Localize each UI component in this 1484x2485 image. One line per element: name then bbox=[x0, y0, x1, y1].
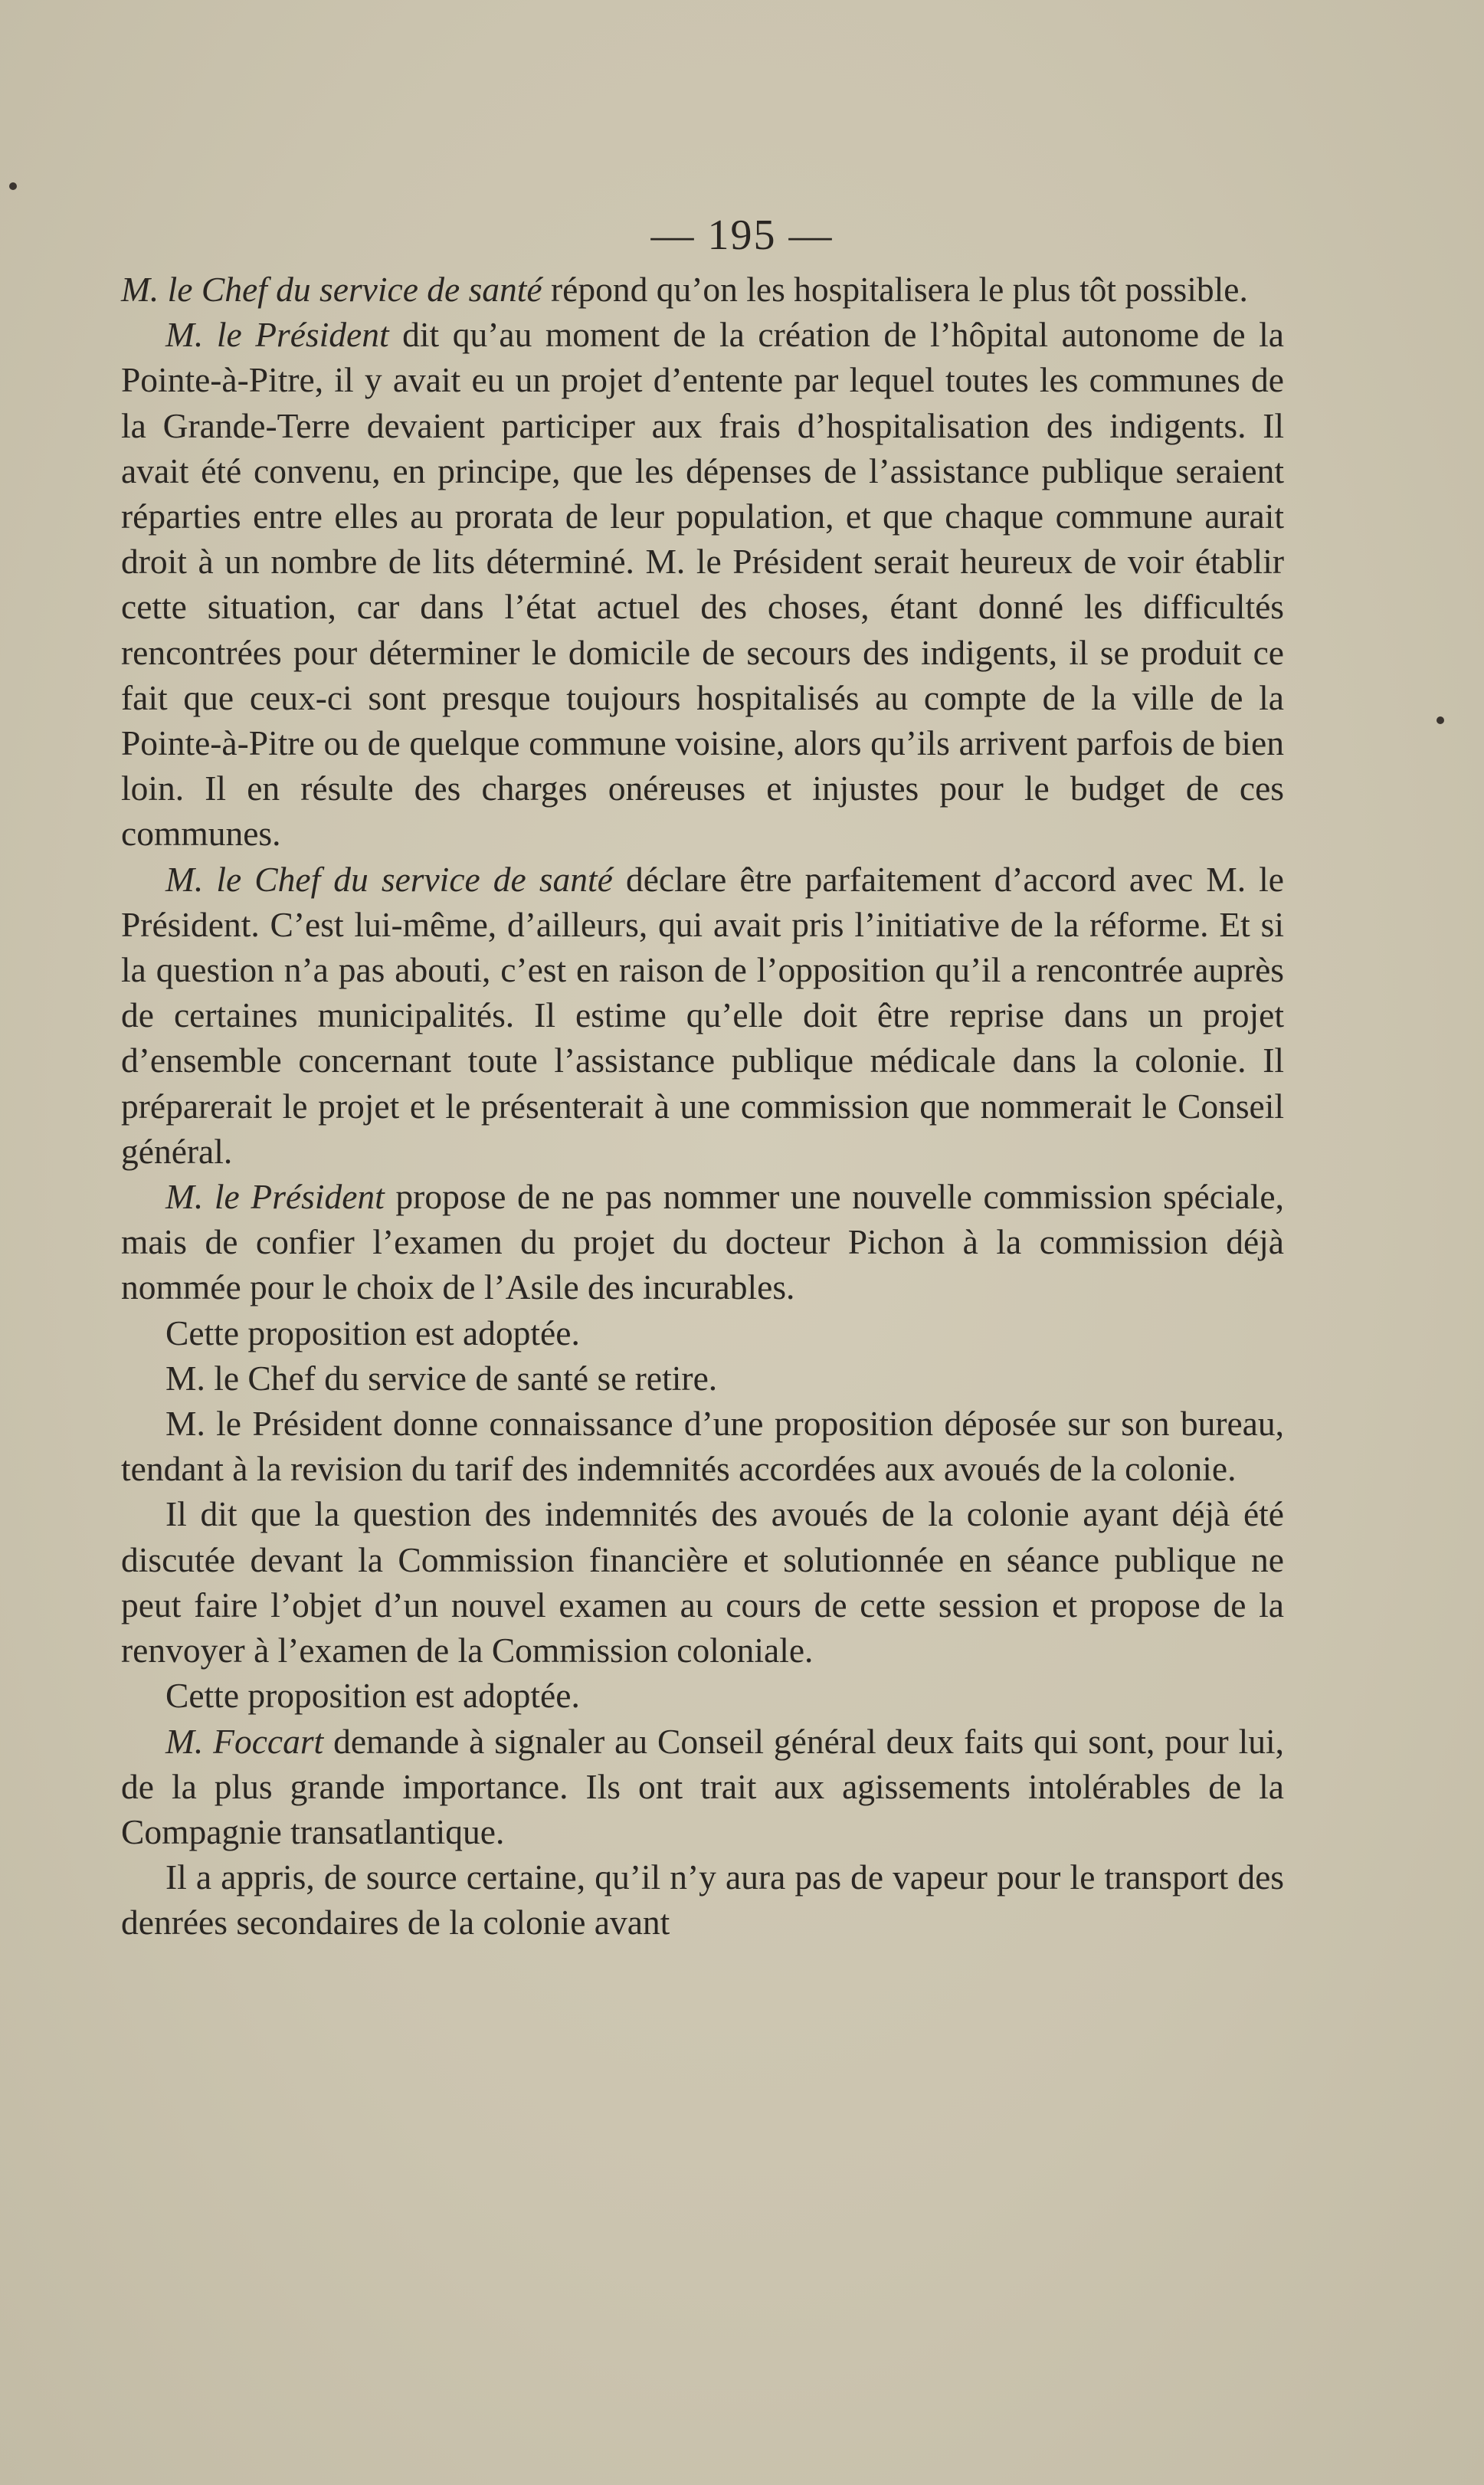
paragraph bbox=[121, 1401, 1284, 1491]
paragraph-text: Cette proposition est adoptée. bbox=[165, 1313, 580, 1352]
paragraph bbox=[121, 857, 1284, 1174]
paragraph-text: Il a appris, de source certaine, qu’il n’y aura pas de vapeur pour le transport des denrées secondaires de la colonie avant bbox=[121, 1857, 1284, 1942]
paragraph-text: Il dit que la question des indemnités des avoués de la colonie ayant déjà été discutée devant la Commission financière et solutionnée en séance publique ne peut faire l’objet d’un nouvel examen au cours de cette session et propose de la renvoyer à l’examen de la Commission coloniale. bbox=[121, 1494, 1284, 1670]
paragraph-text: répond qu’on les hospitalisera le plus tôt possible. bbox=[542, 270, 1248, 309]
paragraph-text: M. le Président donne connaissance d’une proposition déposée sur son bureau, tendant à la revision du tarif des indemnités accordées aux avoués de la colonie. bbox=[121, 1404, 1284, 1489]
body-text bbox=[121, 267, 1284, 1946]
paragraph bbox=[121, 1854, 1284, 1945]
speaker-name: M. le Chef du service de santé bbox=[165, 859, 613, 899]
paragraph bbox=[121, 1719, 1284, 1855]
paragraph bbox=[121, 1491, 1284, 1673]
paragraph-text: propose de ne pas nommer une nouvelle commission spéciale, mais de confier l’examen du projet du docteur Pichon à la commission déjà nommée pour le choix de l’Asile des incurables. bbox=[121, 1177, 1284, 1307]
paragraph bbox=[121, 1174, 1284, 1310]
paragraph-text: M. le Chef du service de santé se retire. bbox=[165, 1358, 718, 1398]
speaker-name: M. Foccart bbox=[165, 1721, 324, 1761]
paragraph bbox=[121, 312, 1284, 856]
speaker-name: M. le Président bbox=[165, 315, 389, 355]
page-number: — 195 — bbox=[650, 211, 834, 259]
paragraph-text: demande à signaler au Conseil général deux faits qui sont, pour lui, de la plus grande importance. Ils ont trait aux agissements intolérables de la Compagnie transatlantique. bbox=[121, 1721, 1284, 1851]
paragraph bbox=[121, 1673, 1284, 1718]
paragraph bbox=[121, 1356, 1284, 1401]
paragraph bbox=[121, 267, 1284, 312]
paragraph bbox=[121, 1310, 1284, 1356]
paragraph-text: dit qu’au moment de la création de l’hôpital autonome de la Pointe-à-Pitre, il y avait eu un projet d’entente par lequel toutes les communes de la Grande-Terre devaient participer aux frais d’hospitalisation des indigents. Il avait été convenu, en principe, que les dépenses de l’assistance publique seraient réparties entre elles au prorata de leur population, et que chaque commune aurait droit à un nombre de lits déterminé. M. le Président serait heureux de voir établir cette situation, car dans l’état actuel des choses, étant donné les difficultés rencontrées pour déterminer le domicile de secours des indigents, il se produit ce fait que ceux-ci sont presque toujours hospitalisés au compte de la ville de la Pointe-à-Pitre ou de quelque commune voisine, alors qu’ils arrivent parfois de bien loin. Il en résulte des charges onéreuses et injustes pour le budget de ces communes. bbox=[121, 315, 1284, 854]
paragraph-text: Cette proposition est adoptée. bbox=[165, 1676, 580, 1716]
paper-speck bbox=[1436, 716, 1444, 724]
paper-speck bbox=[9, 182, 17, 190]
paragraph-text: déclare être parfaitement d’accord avec M. le Président. C’est lui-même, d’ailleurs, qui avait pris l’initiative de la réforme. Et si la question n’a pas abouti, c’est en raison de l’opposition qu’il a rencontrée auprès de certaines municipalités. Il estime qu’elle doit être reprise dans un projet d’ensemble concernant toute l’assistance publique médicale dans la colonie. Il préparerait le projet et le présenterait à une commission que nommerait le Conseil général. bbox=[121, 859, 1284, 1171]
speaker-name: M. le Président bbox=[165, 1177, 385, 1217]
speaker-name: M. le Chef du service de santé bbox=[121, 270, 542, 309]
